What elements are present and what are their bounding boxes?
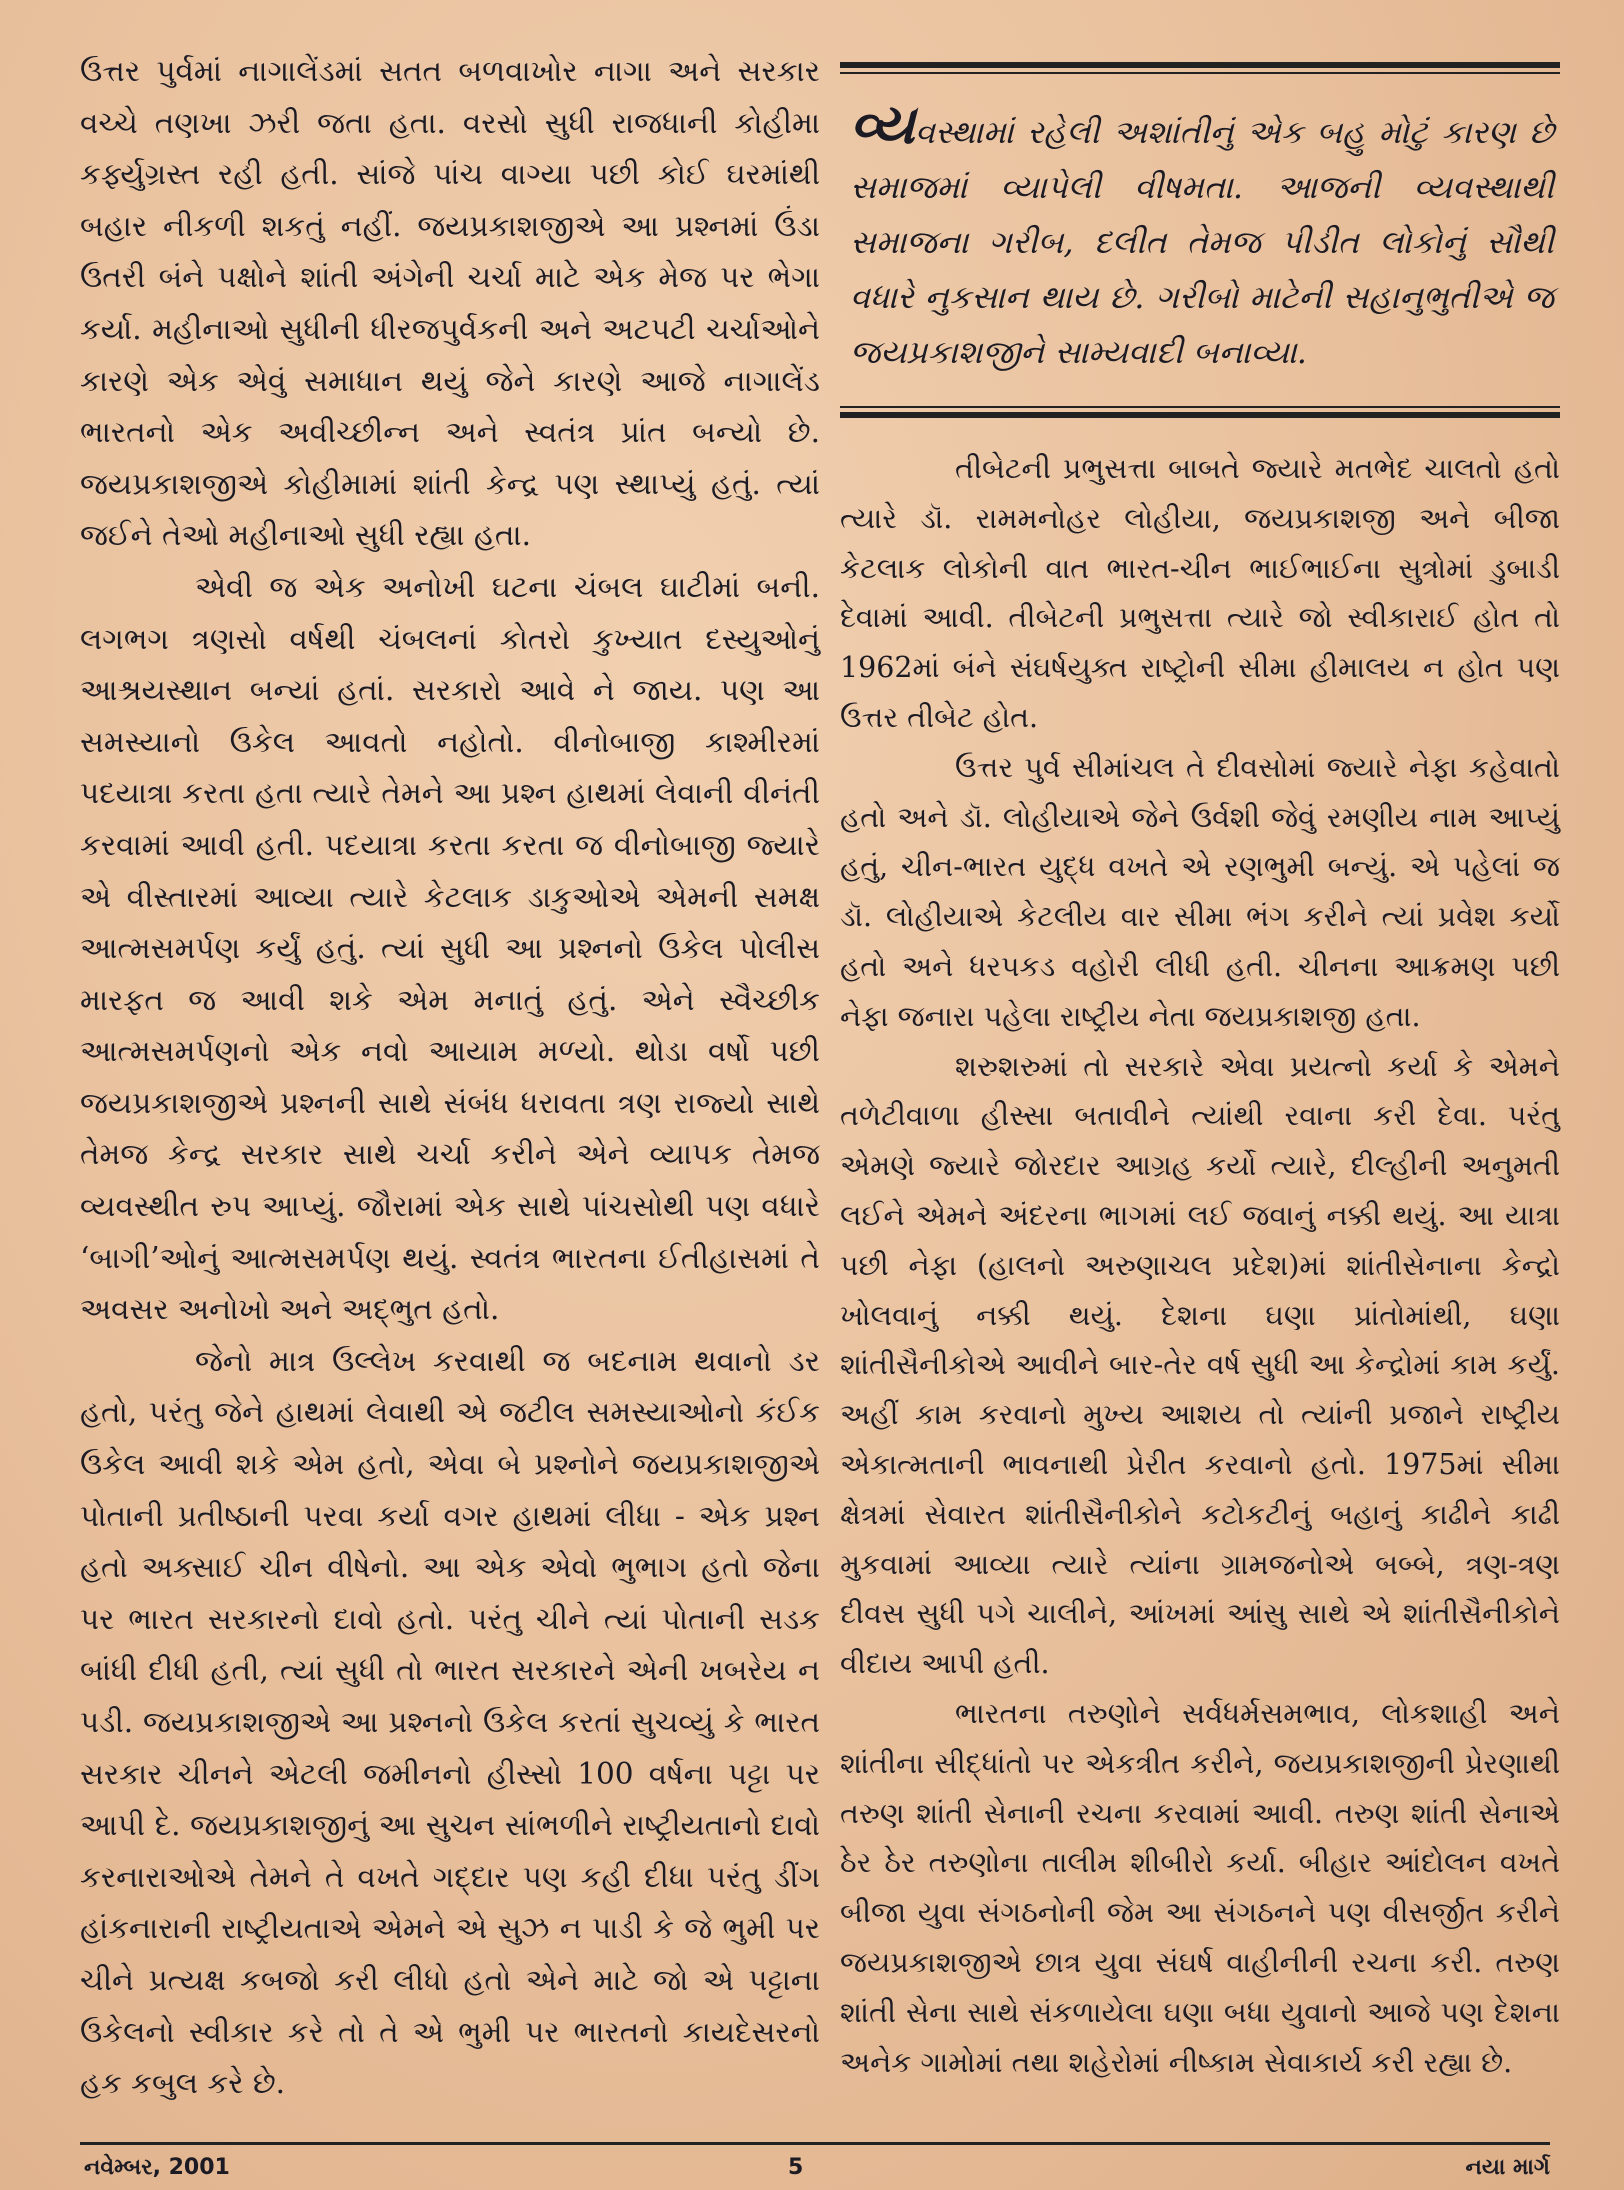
bottom-rule	[840, 412, 1560, 418]
pull-quote-text: વસ્થામાં રહેલી અશાંતીનું એક બહુ મોટું કારણ છે સમાજમાં વ્યાપેલી વીષમતા. આજની વ્યવસ્થાથી સમાજના ગરીબ, દલીત તેમજ પીડીત લોકોનું સૌથી વધારે નુકસાન થાય છે. ગરીબો માટેની સહાનુભુતીએ જ જયપ્રકાશજીને સામ્યવાદી બનાવ્યા.	[850, 113, 1554, 371]
paragraph: તીબેટની પ્રભુસત્તા બાબતે જ્યારે મતભેદ ચાલતો હતો ત્યારે ડૉ. રામમનોહર લોહીયા, જયપ્રકાશજી અને બીજા કેટલાક લોકોની વાત ભારત-ચીન ભાઈભાઈના સુત્રોમાં ડુબાડી દેવામાં આવી. તીબેટની પ્રભુસત્તા ત્યારે જો સ્વીકારાઈ હોત તો 1962માં બંને સંઘર્ષયુક્ત રાષ્ટ્રોની સીમા હીમાલય ન હોત પણ ઉત્તર તીબેટ હોત.	[840, 452, 1560, 734]
left-column	[80, 46, 820, 2110]
bottom-rule-thin	[840, 406, 1560, 408]
magazine-name: નયા માર્ગ	[1465, 2155, 1550, 2180]
right-body	[840, 444, 1560, 2087]
paragraph: ઉત્તર પુર્વ સીમાંચલ તે દીવસોમાં જ્યારે નેફા કહેવાતો હતો અને ડૉ. લોહીયાએ જેને ઉર્વશી જેવું રમણીય નામ આપ્યું હતું, ચીન-ભારત યુદ્ધ વખતે એ રણભુમી બન્યું. એ પહેલાં જ ડૉ. લોહીયાએ કેટલીય વાર સીમા ભંગ કરીને ત્યાં પ્રવેશ કર્યો હતો અને ધરપકડ વહોરી લીધી હતી. ચીનના આક્રમણ પછી નેફા જનારા પહેલા રાષ્ટ્રીય નેતા જયપ્રકાશજી હતા.	[840, 750, 1560, 1033]
paragraph: ઉત્તર પુર્વમાં નાગાલેંડમાં સતત બળવાખોર નાગા અને સરકાર વચ્ચે તણખા ઝરી જતા હતા. વરસો સુધી રાજધાની કોહીમા કર્ફ્યુગ્રસ્ત રહી હતી. સાંજે પાંચ વાગ્યા પછી કોઈ ઘરમાંથી બહાર નીકળી શકતું નહીં. જયપ્રકાશજીએ આ પ્રશ્નમાં ઉંડા ઉતરી બંને પક્ષોને શાંતી અંગેની ચર્ચા માટે એક મેજ પર ભેગા કર્યા. મહીનાઓ સુધીની ધીરજપુર્વકની અને અટપટી ચર્ચાઓને કારણે એક એવું સમાધાન થયું જેને કારણે આજે નાગાલેંડ ભારતનો એક અવીચ્છીન્ન અને સ્વતંત્ર પ્રાંત બન્યો છે. જયપ્રકાશજીએ કોહીમામાં શાંતી કેન્દ્ર પણ સ્થાપ્યું હતું. ત્યાં જઈને તેઓ મહીનાઓ સુધી રહ્યા હતા.	[80, 54, 820, 553]
pull-quote	[840, 74, 1560, 402]
page-footer	[80, 2142, 1550, 2185]
top-rule	[840, 62, 1560, 68]
right-column	[840, 62, 1560, 2087]
paragraph: જેનો માત્ર ઉલ્લેખ કરવાથી જ બદનામ થવાનો ડર હતો, પરંતુ જેને હાથમાં લેવાથી એ જટીલ સમસ્યાઓનો કંઈક ઉકેલ આવી શકે એમ હતો, એવા બે પ્રશ્નોને જયપ્રકાશજીએ પોતાની પ્રતીષ્ઠાની પરવા કર્યા વગર હાથમાં લીધા - એક પ્રશ્ન હતો અક્સાઈ ચીન વીષેનો. આ એક એવો ભુભાગ હતો જેના પર ભારત સરકારનો દાવો હતો. પરંતુ ચીને ત્યાં પોતાની સડક બાંધી દીધી હતી, ત્યાં સુધી તો ભારત સરકારને એની ખબરેય ન પડી. જયપ્રકાશજીએ આ પ્રશ્નનો ઉકેલ કરતાં સુચવ્યું કે ભારત સરકાર ચીનને એટલી જમીનનો હીસ્સો 100 વર્ષના પટ્ટા પર આપી દે. જયપ્રકાશજીનું આ સુચન સાંભળીને રાષ્ટ્રીયતાનો દાવો કરનારાઓએ તેમને તે વખતે ગદ્દાર પણ કહી દીધા પરંતુ ડીંગ હાંકનારાની રાષ્ટ્રીયતાએ એમને એ સુઝ ન પાડી કે જે ભુમી પર ચીને પ્રત્યક્ષ કબજો કરી લીધો હતો એને માટે જો એ પટ્ટાના ઉકેલનો સ્વીકાર કરે તો તે એ ભુમી પર ભારતનો કાયદેસરનો હક કબુલ કરે છે.	[80, 1343, 820, 2101]
paragraph: ભારતના તરુણોને સર્વધર્મસમભાવ, લોકશાહી અને શાંતીના સીદ્ધાંતો પર એકત્રીત કરીને, જયપ્રકાશજીની પ્રેરણાથી તરુણ શાંતી સેનાની રચના કરવામાં આવી. તરુણ શાંતી સેનાએ ઠેર ઠેર તરુણોના તાલીમ શીબીરો કર્યા. બીહાર આંદોલન વખતે બીજા યુવા સંગઠનોની જેમ આ સંગઠનને પણ વીસર્જીત કરીને જયપ્રકાશજીએ છાત્ર યુવા સંઘર્ષ વાહીનીની રચના કરી. તરુણ શાંતી સેના સાથે સંકળાયેલા ઘણા બધા યુવાનો આજે પણ દેશના અનેક ગામોમાં તથા શહેરોમાં નીષ્કામ સેવાકાર્ય કરી રહ્યા છે.	[840, 1696, 1560, 2079]
footer-date: નવેમ્બર, 2001	[84, 2155, 230, 2180]
page-number: 5	[788, 2155, 804, 2180]
paragraph: એવી જ એક અનોખી ઘટના ચંબલ ઘાટીમાં બની. લગભગ ત્રણસો વર્ષથી ચંબલનાં કોતરો કુખ્યાત દસ્યુઓનું આશ્રયસ્થાન બન્યાં હતાં. સરકારો આવે ને જાય. પણ આ સમસ્યાનો ઉકેલ આવતો નહોતો. વીનોબાજી કાશ્મીરમાં પદયાત્રા કરતા હતા ત્યારે તેમને આ પ્રશ્ન હાથમાં લેવાની વીનંતી કરવામાં આવી હતી. પદયાત્રા કરતા કરતા જ વીનોબાજી જ્યારે એ વીસ્તારમાં આવ્યા ત્યારે કેટલાક ડાકુઓએ એમની સમક્ષ આત્મસમર્પણ કર્યું હતું. ત્યાં સુધી આ પ્રશ્નનો ઉકેલ પોલીસ મારફત જ આવી શકે એમ મનાતું હતું. એને સ્વૈચ્છીક આત્મસમર્પણનો એક નવો આયામ મળ્યો. થોડા વર્ષો પછી જયપ્રકાશજીએ પ્રશ્નની સાથે સંબંધ ધરાવતા ત્રણ રાજ્યો સાથે તેમજ કેન્દ્ર સરકાર સાથે ચર્ચા કરીને એને વ્યાપક તેમજ વ્યવસ્થીત રુપ આપ્યું. જૌરામાં એક સાથે પાંચસોથી પણ વધારે ‘બાગી’ઓનું આત્મસમર્પણ થયું. સ્વતંત્ર ભારતના ઈતીહાસમાં તે અવસર અનોખો અને અદ્ભુત હતો.	[80, 569, 820, 1327]
pull-quote-drop-cap: વ્ય	[850, 92, 915, 156]
paragraph: શરુશરુમાં તો સરકારે એવા પ્રયત્નો કર્યા કે એમને તળેટીવાળા હીસ્સા બતાવીને ત્યાંથી રવાના કરી દેવા. પરંતુ એમણે જ્યારે જોરદાર આગ્રહ કર્યો ત્યારે, દીલ્હીની અનુમતી લઈને એમને અંદરના ભાગમાં લઈ જવાનું નક્કી થયું. આ યાત્રા પછી નેફા (હાલનો અરુણાચલ પ્રદેશ)માં શાંતીસેનાના કેન્દ્રો ખોલવાનું નક્કી થયું. દેશના ઘણા પ્રાંતોમાંથી, ઘણા શાંતીસૈનીકોએ આવીને બાર-તેર વર્ષ સુધી આ કેન્દ્રોમાં કામ કર્યું. અહીં કામ કરવાનો મુખ્ય આશય તો ત્યાંની પ્રજાને રાષ્ટ્રીય એકાત્મતાની ભાવનાથી પ્રેરીત કરવાનો હતો. 1975માં સીમા ક્ષેત્રમાં સેવારત શાંતીસૈનીકોને કટોકટીનું બહાનું કાઢીને કાઢી મુકવામાં આવ્યા ત્યારે ત્યાંના ગ્રામજનોએ બબ્બે, ત્રણ-ત્રણ દીવસ સુધી પગે ચાલીને, આંખમાં આંસુ સાથે એ શાંતીસૈનીકોને વીદાય આપી હતી.	[840, 1049, 1560, 1681]
